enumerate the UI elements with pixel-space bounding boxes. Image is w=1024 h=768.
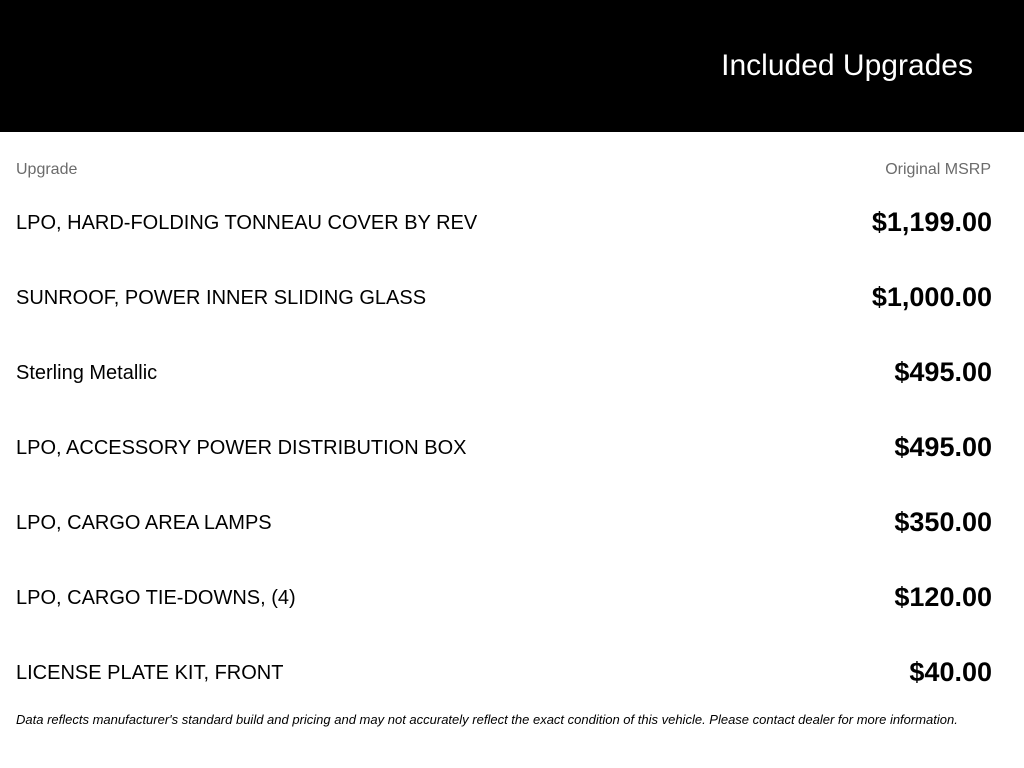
upgrade-name: LPO, CARGO AREA LAMPS <box>16 512 272 534</box>
upgrades-list <box>0 184 1024 709</box>
upgrade-name: LPO, CARGO TIE-DOWNS, (4) <box>16 587 296 609</box>
list-item <box>0 484 1024 559</box>
upgrade-price: $350.00 <box>894 507 992 537</box>
list-item <box>0 559 1024 634</box>
upgrade-price: $120.00 <box>894 582 992 612</box>
upgrade-name: LPO, HARD-FOLDING TONNEAU COVER BY REV <box>16 212 478 234</box>
list-item <box>0 334 1024 409</box>
upgrade-price: $1,000.00 <box>871 282 992 312</box>
page-title: Included Upgrades <box>721 49 973 82</box>
disclaimer-text: Data reflects manufacturer's standard build and pricing and may not accurately reflect the exact condition of this vehicle. Please contact dealer for more information. <box>16 712 958 727</box>
upgrade-price: $495.00 <box>894 432 992 462</box>
list-item <box>0 409 1024 484</box>
column-header-upgrade: Upgrade <box>16 161 78 178</box>
list-item <box>0 259 1024 334</box>
upgrade-name: LICENSE PLATE KIT, FRONT <box>16 662 284 684</box>
upgrade-name: Sterling Metallic <box>16 362 158 384</box>
list-item <box>0 634 1024 709</box>
list-item <box>0 184 1024 259</box>
upgrade-name: SUNROOF, POWER INNER SLIDING GLASS <box>16 287 427 309</box>
upgrade-price: $40.00 <box>909 657 992 687</box>
header-bar <box>0 0 1024 132</box>
upgrade-price: $495.00 <box>894 357 992 387</box>
upgrade-price: $1,199.00 <box>871 207 992 237</box>
upgrade-name: LPO, ACCESSORY POWER DISTRIBUTION BOX <box>16 437 467 459</box>
column-header-msrp: Original MSRP <box>885 161 991 178</box>
